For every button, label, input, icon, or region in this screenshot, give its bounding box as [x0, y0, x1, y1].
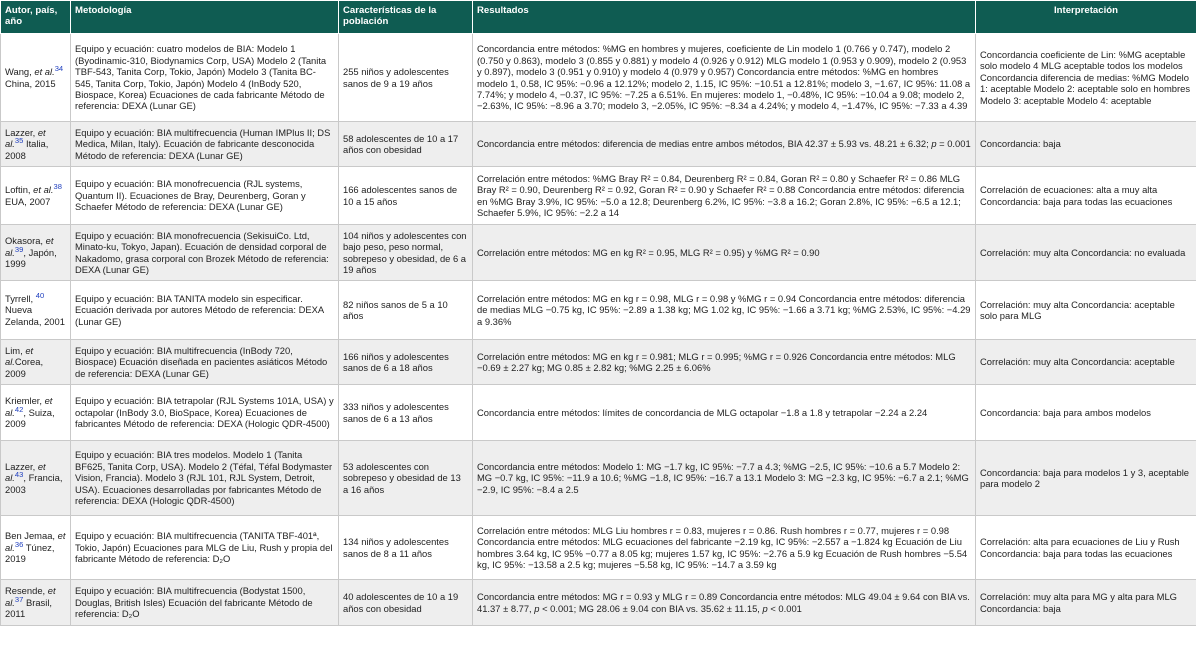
- author-country-year: Nueva Zelanda, 2001: [5, 304, 65, 327]
- table-row: [1, 385, 1196, 441]
- reference-link[interactable]: 42: [14, 404, 24, 414]
- cell-author: [1, 34, 71, 122]
- p-symbol: p: [931, 138, 937, 150]
- author-name: Ben Jemaa,: [5, 530, 58, 542]
- author-country-year: Corea, 2009: [5, 356, 44, 379]
- header-author: Autor, país, año: [1, 1, 71, 34]
- author-et-al: et al.: [5, 344, 34, 368]
- cell-author: [1, 167, 71, 225]
- author-et-al: et al.: [5, 395, 53, 418]
- table-row: [1, 34, 1196, 122]
- cell-results: Correlación entre métodos: MG en kg r = 0.98, MLG r = 0.98 y %MG r = 0.94 Concordancia entre métodos: diferencia de medias MLG −0.75 kg, IC 95%: −2.89 a 1.38 kg; MG 1.02 kg, IC 95%: −1.66 a 3.71 kg; %MG 2.53%, IC 95%: −4.29 a 9.36%: [473, 281, 976, 340]
- cell-method: Equipo y ecuación: BIA monofrecuencia (RJL systems, Quantum II). Ecuaciones de Bray, Deurenberg, Goran y Schaefer Método de referencia: DEXA (Lunar GE): [71, 167, 339, 225]
- cell-population: 134 niños y adolescentes sanos de 8 a 11 años: [339, 516, 473, 580]
- cell-author: [1, 441, 71, 516]
- author-name: Lazzer,: [5, 126, 38, 138]
- cell-population: 58 adolescentes de 10 a 17 años con obesidad: [339, 122, 473, 167]
- author-name: Loftin,: [5, 184, 34, 196]
- header-population: Características de la población: [339, 1, 473, 34]
- cell-method: Equipo y ecuación: BIA multifrecuencia (Bodystat 1500, Douglas, British Isles) Ecuación del fabricante Método de referencia: D₂O: [71, 580, 339, 626]
- table-row: [1, 167, 1196, 225]
- author-et-al: et al.: [5, 126, 46, 150]
- cell-results: [473, 580, 976, 626]
- cell-population: 255 niños y adolescentes sanos de 9 a 19 años: [339, 34, 473, 122]
- author-name: Resende,: [5, 585, 48, 597]
- reference-link[interactable]: 34: [54, 63, 64, 73]
- author-name: Tyrrell,: [5, 292, 36, 304]
- author-et-al: et al.: [5, 585, 56, 608]
- cell-results: Correlación entre métodos: %MG Bray R² = 0.84, Deurenberg R² = 0.84, Goran R² = 0.80 y Schaefer R² = 0.86 MLG Bray R² = 0.90, Deurenberg R² = 0.92, Goran R² = 0.90 y Schaefer R² = 0.88 Concordancia entre métodos: diferencia en %MG Bray 3.9%, IC 95%: −5.0 a 12.8; Deurenberg 6.2%, IC 95%: −3.8 a 16.2; Goran 2.8%, IC 95%: −6.5 a 12.1; Schaefer 5.9%, IC 95%: −2.2 a 14: [473, 167, 976, 225]
- p-symbol: p: [762, 602, 768, 614]
- table-row: [1, 441, 1196, 516]
- author-country-year: China, 2015: [5, 77, 56, 89]
- cell-interpretation: Concordancia: baja para modelos 1 y 3, aceptable para modelo 2: [976, 441, 1196, 516]
- cell-interpretation: Correlación: muy alta Concordancia: no evaluada: [976, 225, 1196, 281]
- results-text: = 0.001: [936, 138, 971, 150]
- author-et-al: et al.: [5, 460, 46, 484]
- cell-results: Concordancia entre métodos: Modelo 1: MG −1.7 kg, IC 95%: −7.7 a 4.3; %MG −2.5, IC 95%: −10.6 a 5.7 Modelo 2: MG −0.7 kg, IC 95%: −11.9 a 10.6; %MG −1.8, IC 95%: −16.7 a 13.1 Modelo 3: MG −2.3 kg, IC 95%: −6.7 a 2.1; %MG −2.9, IC 95%: −8.4 a 2.5: [473, 441, 976, 516]
- cell-interpretation: Correlación: muy alta Concordancia: aceptable: [976, 340, 1196, 385]
- author-country-year: Italia, 2008: [5, 138, 49, 161]
- cell-method: Equipo y ecuación: BIA tres modelos. Modelo 1 (Tanita BF625, Tanita Corp, USA). Modelo 2 (Téfal, Téfal Bodymaster Vision, Francia). Modelo 3 (RJL 101, RJL System, Detroit, USA). Ecuaciones desarrolladas por fabricantes Método de referencia: DEXA (Hologic QDR-4500): [71, 441, 339, 516]
- author-country-year: , Japón, 1999: [5, 246, 57, 270]
- author-country-year: Túnez, 2019: [5, 541, 55, 565]
- results-text: Concordancia entre métodos: MG r = 0.93 y MLG r = 0.89 Concordancia entre métodos: MLG 49.04 ± 9.64 con BIA vs. 41.37 ± 8.77,: [477, 591, 970, 614]
- reference-link[interactable]: 39: [14, 244, 24, 254]
- cell-interpretation: Correlación: alta para ecuaciones de Liu y Rush Concordancia: baja para todas las ecuaciones: [976, 516, 1196, 580]
- reference-link[interactable]: 36: [14, 539, 24, 549]
- cell-population: 333 niños y adolescentes sanos de 6 a 13 años: [339, 385, 473, 441]
- results-text: < 0.001; MG 28.06 ± 9.04 con BIA vs. 35.62 ± 11.15,: [539, 602, 763, 614]
- author-name: Lim,: [5, 344, 26, 356]
- cell-author: [1, 281, 71, 340]
- reference-link[interactable]: 35: [14, 136, 24, 146]
- reference-link[interactable]: 43: [14, 470, 24, 480]
- author-et-al: et al.: [33, 184, 54, 196]
- cell-results: Concordancia entre métodos: límites de concordancia de MLG octapolar −1.8 a 1.8 y tetrapolar −2.24 a 2.24: [473, 385, 976, 441]
- cell-results: Correlación entre métodos: MG en kg R² = 0.95, MLG R² = 0.95) y %MG R² = 0.90: [473, 225, 976, 281]
- author-country-year: EUA, 2007: [5, 195, 51, 207]
- cell-interpretation: Concordancia: baja para ambos modelos: [976, 385, 1196, 441]
- author-name: Kriemler,: [5, 395, 45, 407]
- cell-population: 40 adolescentes de 10 a 19 años con obesidad: [339, 580, 473, 626]
- header-interpretation: Interpretación: [976, 1, 1196, 34]
- table-row: [1, 281, 1196, 340]
- author-name: Lazzer,: [5, 460, 38, 472]
- cell-population: 166 niños y adolescentes sanos de 6 a 18 años: [339, 340, 473, 385]
- table-row: [1, 340, 1196, 385]
- header-results: Resultados: [473, 1, 976, 34]
- cell-author: [1, 340, 71, 385]
- cell-results: [473, 122, 976, 167]
- cell-method: Equipo y ecuación: BIA tetrapolar (RJL Systems 101A, USA) y octapolar (InBody 3.0, BioSpace, Korea) Ecuaciones de fabricantes Método de referencia: DEXA (Hologic QDR-4500): [71, 385, 339, 441]
- cell-population: 53 adolescentes con sobrepeso y obesidad de 13 a 16 años: [339, 441, 473, 516]
- cell-population: 166 adolescentes sanos de 10 a 15 años: [339, 167, 473, 225]
- author-country-year: , Suiza, 2009: [5, 406, 55, 430]
- cell-interpretation: Concordancia coeficiente de Lin: %MG aceptable solo modelo 4 MLG aceptable todos los modelos Concordancia diferencia de medias: %MG Modelo 1: aceptable Modelo 2: aceptable solo en hombres Modelo 3: aceptable Modelo 4: aceptable: [976, 34, 1196, 122]
- results-text: Concordancia entre métodos: diferencia de medias entre ambos métodos, BIA 42.37 ± 5.93 vs. 48.21 ± 6.32;: [477, 138, 932, 150]
- author-country-year: Brasil, 2011: [5, 596, 53, 620]
- cell-method: Equipo y ecuación: BIA monofrecuencia (SekisuiCo. Ltd, Minato-ku, Tokyo, Japan). Ecuación de densidad corporal de Nakadomo, grasa corporal con Brozek Método de referencia: DEXA (Lunar GE): [71, 225, 339, 281]
- table-row: [1, 516, 1196, 580]
- cell-interpretation: Concordancia: baja: [976, 122, 1196, 167]
- p-symbol: p: [534, 602, 540, 614]
- author-name: Wang,: [5, 66, 35, 78]
- cell-author: [1, 385, 71, 441]
- table-row: [1, 580, 1196, 626]
- cell-results: Correlación entre métodos: MG en kg r = 0.981; MLG r = 0.995; %MG r = 0.926 Concordancia entre métodos: MLG −0.69 ± 2.27 kg; MG 0.85 ± 2.82 kg; %MG 2.25 ± 6.06%: [473, 340, 976, 385]
- table-row: [1, 122, 1196, 167]
- cell-method: Equipo y ecuación: cuatro modelos de BIA: Modelo 1 (Byodinamic-310, Biodynamics Corp, USA) Modelo 2 (Tanita TBF-543, Tanita Corp, Tokio, Japón) Modelo 3 (Tanita BC-545, Tanita Corp, Tokio, Japón) Modelo 4 (InBody 520, Biospace, Korea) Ecuaciones de cada fabricante Método de referencia: DEXA (Lunar GE): [71, 34, 339, 122]
- table-row: [1, 225, 1196, 281]
- cell-method: Equipo y ecuación: BIA TANITA modelo sin especificar. Ecuación derivada por autores Método de referencia: DEXA (Lunar GE): [71, 281, 339, 340]
- reference-link[interactable]: 40: [35, 290, 45, 300]
- cell-author: [1, 122, 71, 167]
- header-method: Metodología: [71, 1, 339, 34]
- cell-method: Equipo y ecuación: BIA multifrecuencia (TANITA TBF-401ª, Tokio, Japón) Ecuaciones para MLG de Liu, Rush y propia del fabricante Método de referencia: D₂O: [71, 516, 339, 580]
- cell-population: 82 niños sanos de 5 a 10 años: [339, 281, 473, 340]
- author-et-al: et al.: [5, 235, 54, 258]
- cell-results: Correlación entre métodos: MLG Liu hombres r = 0.83, mujeres r = 0.86. Rush hombres r = 0.77, mujeres r = 0.98 Concordancia entre métodos: MLG ecuaciones del fabricante −2.19 kg, IC 95%: −2.557 a −1.824 kg Ecuación de Liu hombres 3.64 kg, IC 95% −0.77 a 8.05 kg; mujeres 1.57 kg, IC 95%: −2.76 a 5.9 kg Ecuación de Rush hombres −5.54 kg, IC 95%: −13.58 a 2.5 kg; mujeres −5.58 kg, IC 95%: −14.7 a 3.59 kg: [473, 516, 976, 580]
- author-country-year: , Francia, 2003: [5, 472, 63, 495]
- cell-author: [1, 516, 71, 580]
- cell-population: 104 niños y adolescentes con bajo peso, peso normal, sobrepeso y obesidad, de 6 a 19 años: [339, 225, 473, 281]
- cell-author: [1, 580, 71, 626]
- cell-author: [1, 225, 71, 281]
- header-row: [1, 1, 1196, 34]
- author-et-al: et al.: [5, 530, 66, 553]
- results-text: < 0.001: [767, 602, 802, 614]
- cell-interpretation: Correlación: muy alta Concordancia: aceptable solo para MLG: [976, 281, 1196, 340]
- author-et-al: et al.: [34, 66, 55, 78]
- cell-interpretation: Correlación de ecuaciones: alta a muy alta Concordancia: baja para todas las ecuaciones: [976, 167, 1196, 225]
- cell-method: Equipo y ecuación: BIA multifrecuencia (InBody 720, Biospace) Ecuación diseñada en pacientes asiáticos Método de referencia: DEXA (Lunar GE): [71, 340, 339, 385]
- reference-link[interactable]: 38: [53, 181, 62, 191]
- reference-link[interactable]: 37: [14, 594, 24, 604]
- cell-interpretation: Correlación: muy alta para MG y alta para MLG Concordancia: baja: [976, 580, 1196, 626]
- author-name: Okasora,: [5, 235, 46, 247]
- cell-method: Equipo y ecuación: BIA multifrecuencia (Human IMPlus II; DS Medica, Milan, Italy). Ecuación de fabricante desconocida Método de referencia: DEXA (Lunar GE): [71, 122, 339, 167]
- cell-results: Concordancia entre métodos: %MG en hombres y mujeres, coeficiente de Lin modelo 1 (0.766 y 0.747), modelo 2 (0.750 y 0.863), modelo 3 (0.855 y 0.881) y modelo 4 (0.926 y 0.912) MLG modelo 1 (0.953 y 0.909), modelo 2 (0.953 y 0.897), modelo 3 (0.951 y 0.910) y modelo 4 (0.979 y 0.957) Concordancia entre métodos: %MG en hombres modelo 1, 0.58, IC 95%: −0.96 a 12.12%; modelo 2, 1.15, IC 95%: −10.51 a 12.81%; modelo 3, −1.67, IC 95%: 11.08 a 7.74%; y modelo 4, −0.37, IC 95%: −7.25 a 6.51%. En mujeres: modelo 1, −0.48%, IC 95%: −10.04 a 9.08; modelo 2, −2.63%, IC 95%: −8.96 a 3.70; modelo 3, −2.05%, IC 95%: −8.34 a 4.24%; y modelo 4, −1.47%, IC 95%: −7.33 a 4.39: [473, 34, 976, 122]
